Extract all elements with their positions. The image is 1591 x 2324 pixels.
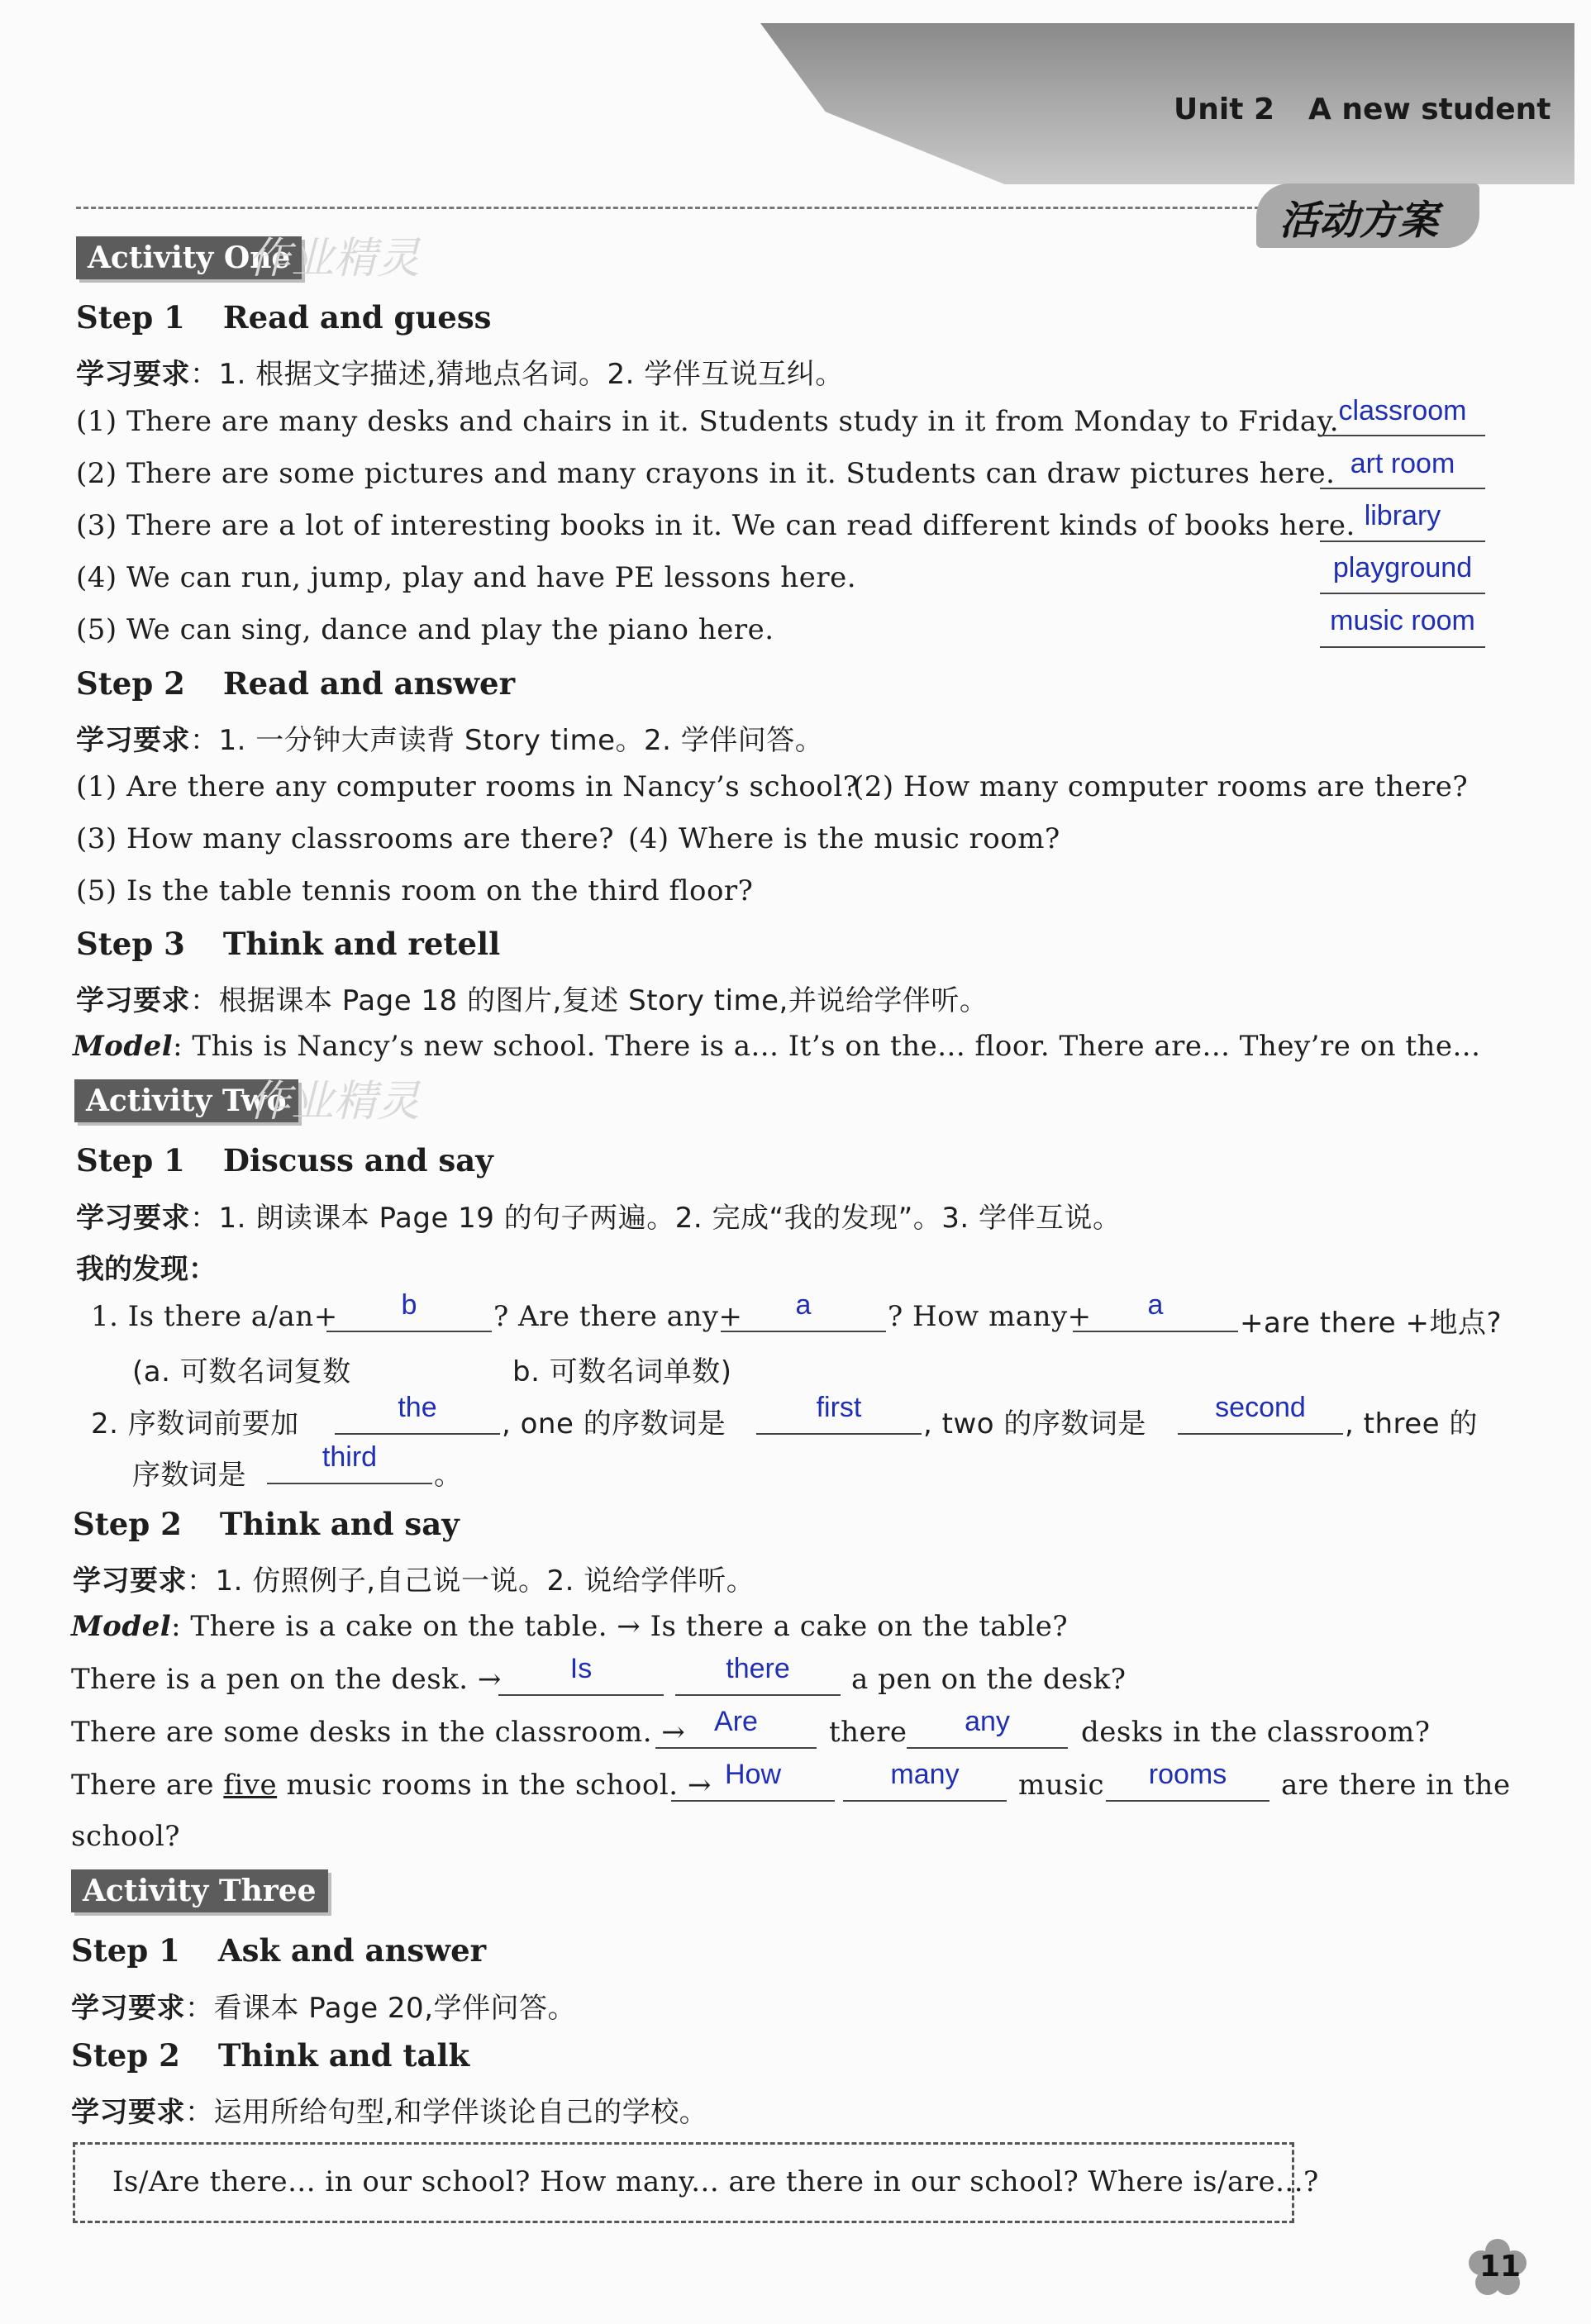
finding-2c: , two 的序数词是: [923, 1407, 1146, 1441]
s3-blank-2: [843, 1800, 1007, 1802]
req-text: ：1. 仿照例子,自己说一说。2. 说给学伴听。: [187, 1564, 755, 1598]
step-number: Step 2: [76, 665, 185, 702]
s1-blank-1: [498, 1694, 664, 1696]
s3-answer-2: many: [890, 1759, 960, 1790]
a1-step2-req: [76, 717, 823, 758]
step-number: Step 1: [76, 299, 185, 336]
finding-2-blank-1: [335, 1433, 500, 1435]
step-title: Ask and answer: [217, 1932, 487, 1969]
a1-item-1: (1) There are many desks and chairs in it. Students study in it from Monday to Friday.: [76, 405, 1340, 438]
s1-blank-2: [675, 1694, 841, 1696]
s2-answer-1: Are: [714, 1706, 758, 1737]
finding-2b: , one 的序数词是: [502, 1407, 726, 1441]
finding-2-blank-4: [267, 1483, 432, 1484]
finding-2-answer-2: first: [816, 1392, 862, 1423]
a1-blank-1: [1320, 435, 1485, 436]
a1-answer-5: music room: [1330, 605, 1475, 636]
s3-blank-1: [671, 1800, 835, 1802]
req-label: 学习要求: [76, 724, 190, 757]
req-label: 学习要求: [76, 984, 190, 1017]
finding-2d: , three 的: [1345, 1407, 1478, 1441]
a1-question-5: (5) Is the table tennis room on the third floor?: [76, 874, 754, 907]
finding-2e: 序数词是: [132, 1459, 246, 1492]
req-label: 学习要求: [76, 358, 190, 391]
s2-answer-2: any: [965, 1706, 1010, 1737]
a2-step1: [76, 1142, 493, 1179]
step-number: Step 2: [71, 2037, 180, 2074]
header-divider: [76, 207, 1274, 209]
finding-1-blank-3: [1073, 1331, 1238, 1332]
a1-model: [73, 1030, 1480, 1063]
step-number: Step 2: [73, 1506, 182, 1542]
s3-blank-3: [1106, 1800, 1269, 1802]
model-text: : There is a cake on the table. → Is there a cake on the table?: [171, 1610, 1069, 1643]
a1-question-1: (1) Are there any computer rooms in Nancy’s school?: [76, 770, 859, 803]
a1-blank-2: [1320, 488, 1485, 489]
req-label: 学习要求: [71, 1992, 185, 2025]
step-title: Read and guess: [222, 299, 492, 336]
s2-text-c: desks in the classroom?: [1081, 1716, 1431, 1749]
s3-answer-1: How: [724, 1759, 782, 1790]
step-number: Step 1: [76, 1142, 185, 1179]
a1-answer-1: classroom: [1338, 395, 1467, 426]
plan-tag-text: 活动方案: [1279, 198, 1439, 244]
req-text: ：根据课本 Page 18 的图片,复述 Story time,并说给学伴听。: [190, 984, 988, 1017]
a1-item-4: (4) We can run, jump, play and have PE lessons here.: [76, 561, 856, 594]
a1-step1-req: [76, 351, 844, 392]
req-text: ：运用所给句型,和学伴谈论自己的学校。: [185, 2096, 708, 2129]
a1-blank-3: [1320, 541, 1485, 542]
step-title: Read and answer: [222, 665, 516, 702]
finding-2-answer-4: third: [322, 1441, 378, 1473]
finding-1-answer-1: b: [401, 1289, 417, 1321]
step-number: Step 1: [71, 1932, 180, 1969]
activity-one-label: Activity One: [76, 236, 302, 279]
req-text: ：1. 一分钟大声读背 Story time。2. 学伴问答。: [190, 724, 824, 757]
finding-1-note-a: (a. 可数名词复数: [132, 1355, 351, 1388]
a2-model: [71, 1610, 1068, 1643]
activity-two-label: Activity Two: [74, 1079, 298, 1122]
a1-item-3: (3) There are a lot of interesting books in it. We can read different kinds of books here.: [76, 509, 1355, 542]
finding-1-answer-2: a: [795, 1289, 812, 1321]
a1-step3-req: [76, 978, 988, 1018]
req-text: ：看课本 Page 20,学伴问答。: [185, 1992, 576, 2025]
watermark: 作业精灵: [248, 234, 421, 283]
a1-item-2: (2) There are some pictures and many crayons in it. Students can draw pictures here.: [76, 457, 1336, 490]
a2-step2-req: [73, 1558, 755, 1598]
s1-answer-2: there: [726, 1653, 790, 1684]
page-number: 11: [1479, 2250, 1522, 2284]
req-text: ：1. 朗读课本 Page 19 的句子两遍。2. 完成“我的发现”。3. 学伴互说。: [190, 1202, 1122, 1235]
unit-label: Unit 2: [1174, 93, 1274, 126]
s3-text-c: are there in the: [1281, 1769, 1511, 1802]
s1-answer-1: Is: [569, 1653, 593, 1684]
a1-step2: [76, 665, 515, 702]
s3-underlined: five: [223, 1769, 278, 1802]
s1-text-a: There is a pen on the desk. →: [71, 1663, 502, 1696]
a1-blank-5: [1320, 646, 1485, 648]
a1-step3: [76, 926, 500, 962]
req-label: 学习要求: [73, 1564, 187, 1598]
model-text: : This is Nancy’s new school. There is a... It’s on the... floor. There are... They’re on the...: [173, 1030, 1481, 1063]
finding-1-answer-3: a: [1147, 1289, 1164, 1321]
s3-answer-3: rooms: [1148, 1759, 1227, 1790]
s3-text-a: [71, 1769, 712, 1802]
s3-text-a2: music rooms in the school. →: [277, 1769, 712, 1802]
finding-2f: 。: [434, 1459, 463, 1492]
unit-title: A new student: [1308, 93, 1551, 126]
finding-1b: ? Are there any+: [493, 1300, 743, 1333]
finding-2-blank-2: [756, 1433, 922, 1435]
a3-step1-req: [71, 1985, 576, 2026]
req-label: 学习要求: [76, 1202, 190, 1235]
activity-three-label: Activity Three: [71, 1869, 328, 1912]
s2-text-b: there: [829, 1716, 907, 1749]
a1-question-4: (4) Where is the music room?: [628, 822, 1060, 855]
req-label: 学习要求: [71, 2096, 185, 2129]
finding-2-answer-1: the: [398, 1392, 437, 1423]
a1-answer-3: library: [1364, 500, 1441, 531]
a2-step2: [73, 1506, 460, 1542]
s2-blank-1: [655, 1747, 817, 1749]
s3-text-d: school?: [71, 1820, 180, 1853]
watermark-2: 作业精灵: [248, 1077, 421, 1126]
finding-2a: 2. 序数词前要加: [91, 1407, 299, 1441]
finding-1-blank-2: [721, 1331, 886, 1332]
a1-item-5: (5) We can sing, dance and play the piano here.: [76, 613, 774, 646]
a3-step2: [71, 2037, 469, 2074]
step-title: Think and retell: [222, 926, 501, 962]
req-text: ：1. 根据文字描述,猜地点名词。2. 学伴互说互纠。: [190, 358, 844, 391]
model-label: Model: [73, 1030, 174, 1063]
s1-text-b: a pen on the desk?: [851, 1663, 1127, 1696]
a1-question-3: (3) How many classrooms are there?: [76, 822, 614, 855]
sentence-pattern-text: Is/Are there... in our school? How many... are there in our school? Where is/are...?: [112, 2165, 1319, 2198]
finding-label: 我的发现：: [76, 1253, 217, 1286]
finding-2-answer-3: second: [1215, 1392, 1306, 1423]
s3-text-a1: There are: [71, 1769, 224, 1802]
finding-1d: +are there +地点?: [1240, 1307, 1503, 1340]
step-title: Think and talk: [217, 2037, 470, 2074]
s2-blank-2: [907, 1747, 1068, 1749]
finding-1-blank-1: [326, 1331, 492, 1332]
step-number: Step 3: [76, 926, 185, 962]
a1-answer-4: playground: [1332, 552, 1473, 583]
s2-text-a: There are some desks in the classroom. →: [71, 1716, 686, 1749]
finding-1a: 1. Is there a/an+: [91, 1300, 338, 1333]
finding-2-blank-3: [1178, 1433, 1343, 1435]
s3-text-b: music: [1018, 1769, 1105, 1802]
a2-step1-req: [76, 1195, 1121, 1236]
a3-step2-req: [71, 2089, 707, 2130]
model-label: Model: [71, 1610, 172, 1643]
a3-step1: [71, 1932, 486, 1969]
step-title: Discuss and say: [222, 1142, 493, 1179]
a1-step1: [76, 299, 491, 336]
finding-1-note-b: b. 可数名词单数): [512, 1355, 732, 1388]
finding-1c: ? How many+: [888, 1300, 1092, 1333]
a1-blank-4: [1320, 593, 1485, 594]
a1-answer-2: art room: [1350, 448, 1455, 479]
a1-question-2: (2) How many computer rooms are there?: [853, 770, 1469, 803]
step-title: Think and say: [219, 1506, 460, 1542]
